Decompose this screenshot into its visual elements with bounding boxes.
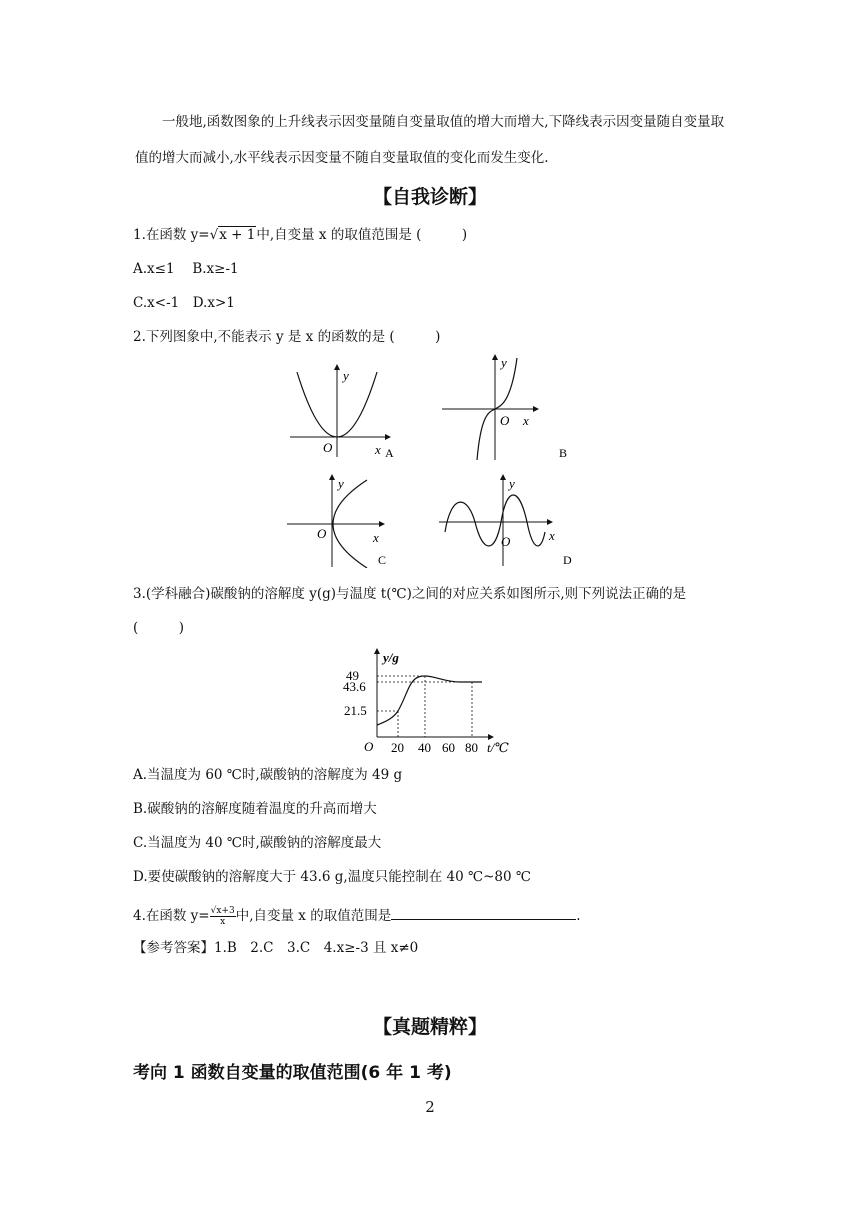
q4-fraction	[210, 906, 236, 927]
graph-b-x-arrow	[533, 406, 539, 412]
graph-a-origin-label: O	[323, 440, 333, 455]
section-title-real-questions: 【真题精粹】	[372, 1016, 487, 1038]
q1-radicand: x + 1	[219, 227, 256, 243]
graph-b-y-label: y	[501, 355, 507, 370]
page-number: 2	[425, 1098, 435, 1116]
graph-d-x-arrow	[547, 519, 553, 525]
graph-b-x-label: x	[523, 413, 529, 428]
graph-c-y-arrow	[329, 474, 335, 480]
graph-d	[437, 472, 577, 568]
graph-b	[437, 350, 577, 462]
graph-c-x-label: x	[373, 530, 379, 545]
solubility-graph	[340, 645, 520, 757]
graph-a-y-arrow	[334, 364, 340, 370]
graph-b-y-arrow	[492, 354, 498, 360]
sol-y-arrow	[374, 648, 380, 654]
intro-paragraph: 一般地,函数图象的上升线表示因变量随自变量取值的增大而增大,下降线表示因变量随自变量取值的增大而减小,水平线表示因变量不随自变量取值的变化而发生变化.	[135, 114, 725, 166]
graph-a-y-label: y	[343, 368, 349, 383]
graph-b-origin-label: O	[500, 413, 510, 428]
graph-a	[285, 362, 405, 462]
sol-tick-21-5: 21.5	[344, 703, 367, 718]
sol-x-label: t/℃	[487, 740, 509, 755]
graph-b-letter: B	[559, 446, 568, 460]
q4-numerator: √x+3	[210, 906, 235, 916]
sol-tick-43-6: 43.6	[343, 679, 366, 694]
graph-c-origin-label: O	[317, 526, 327, 541]
graph-c-x-arrow	[379, 521, 385, 527]
question-3-option-a: A.当温度为 60 ℃时,碳酸钠的溶解度为 49 g	[133, 767, 403, 783]
q4-answer-blank	[391, 905, 576, 920]
sol-tick-60: 60	[442, 740, 455, 755]
question-3-stem-line1: 3.(学科融合)碳酸钠的溶解度 y(g)与温度 t(℃)之间的对应关系如图所示,则下列说法正确的是	[133, 586, 687, 602]
question-1-options-line1: A.x≤1 B.x≥-1	[133, 261, 239, 277]
graph-d-y-label: y	[509, 476, 515, 491]
q4-stem-prefix: 4.在函数 y=	[133, 908, 210, 924]
sol-origin-label: O	[364, 739, 374, 754]
sol-y-label: y/g	[383, 650, 399, 665]
question-4-stem	[133, 905, 581, 927]
reference-answers: 【参考答案】1.B 2.C 3.C 4.x≥-3 且 x≠0	[133, 940, 419, 956]
graph-a-x-label: x	[375, 442, 381, 457]
question-3-option-c: C.当温度为 40 ℃时,碳酸钠的溶解度最大	[133, 835, 382, 851]
graph-c-y-label: y	[338, 476, 344, 491]
sol-tick-40: 40	[418, 740, 431, 755]
graph-c-letter: C	[378, 553, 387, 567]
q1-stem-prefix: 1.在函数 y=	[133, 227, 210, 243]
topic-1-heading: 考向 1 函数自变量的取值范围(6 年 1 考)	[133, 1063, 452, 1083]
q4-stem-end: .	[576, 908, 581, 924]
q1-stem-suffix: 中,自变量 x 的取值范围是 ( )	[256, 227, 468, 243]
question-3-option-d: D.要使碳酸钠的溶解度大于 43.6 g,温度只能控制在 40 ℃~80 ℃	[133, 869, 531, 885]
sol-tick-20: 20	[391, 740, 404, 755]
sol-curve	[377, 676, 482, 725]
question-3-stem-line2: ( )	[133, 620, 185, 636]
question-2-stem: 2.下列图象中,不能表示 y 是 x 的函数的是 ( )	[133, 329, 441, 345]
graph-a-x-arrow	[385, 434, 391, 440]
graph-a-letter: A	[385, 446, 394, 460]
sol-tick-80: 80	[465, 740, 478, 755]
question-1-options-line2: C.x<-1 D.x>1	[133, 295, 235, 311]
question-1-stem	[133, 225, 467, 245]
graph-d-y-arrow	[500, 474, 506, 480]
graph-d-curve	[445, 495, 545, 546]
section-title-self-diagnosis: 【自我诊断】	[372, 186, 487, 208]
graph-c	[285, 472, 405, 568]
graph-d-x-label: x	[549, 528, 555, 543]
q4-stem-suffix: 中,自变量 x 的取值范围是	[235, 908, 392, 924]
q4-denominator: x	[220, 917, 226, 927]
sol-tick-49: 49	[346, 668, 359, 683]
question-3-option-b: B.碳酸钠的溶解度随着温度的升高而增大	[133, 801, 377, 817]
graph-d-letter: D	[563, 553, 572, 567]
graph-d-origin-label: O	[501, 534, 511, 549]
sqrt-sign: √	[209, 227, 219, 243]
